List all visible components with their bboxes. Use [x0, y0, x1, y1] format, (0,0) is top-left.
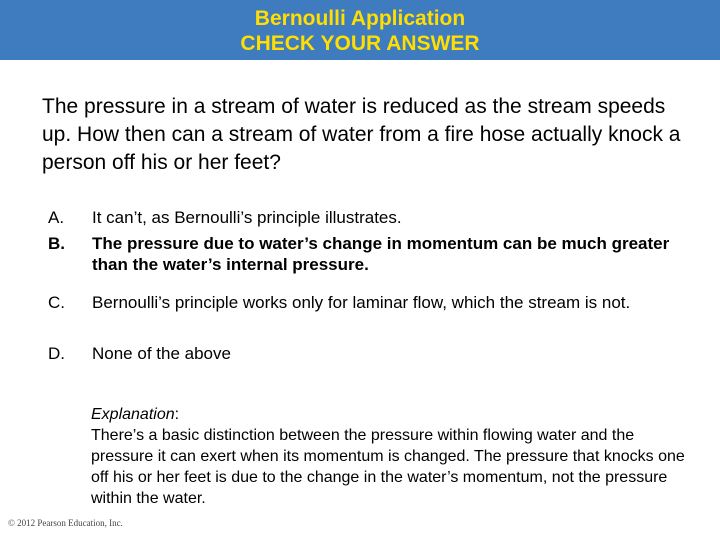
explanation-text: There’s a basic distinction between the pressure within flowing water and the pressure it can exert when its momentum is changed. The pressure that knocks one off his or her feet is due to the change in the water’s momentum, not the pressure within the water. [91, 427, 685, 507]
explanation-heading [91, 404, 691, 425]
slide-title: Bernoulli Application [254, 7, 466, 30]
explanation-colon: : [174, 406, 180, 423]
option-d-letter: D. [48, 344, 65, 363]
slide-header [0, 0, 720, 60]
option-d-text: None of the above [92, 344, 231, 363]
option-a-letter: A. [48, 208, 65, 227]
slide-subtitle: CHECK YOUR ANSWER [240, 32, 480, 55]
option-b-text: The pressure due to water’s change in momentum can be much greater than the water’s internal pressure. [92, 234, 670, 274]
option-c-letter: C. [48, 293, 65, 312]
explanation-block [91, 404, 691, 509]
option-a-text: It can’t, as Bernoulli’s principle illustrates. [92, 208, 402, 227]
copyright-notice: © 2012 Pearson Education, Inc. [8, 518, 123, 528]
question-text: The pressure in a stream of water is reduced as the stream speeds up. How then can a stream of water from a fire hose actually knock a person off his or her feet? [42, 95, 681, 174]
option-c-text: Bernoulli’s principle works only for laminar flow, which the stream is not. [92, 293, 631, 312]
option-b-letter: B. [48, 234, 65, 253]
explanation-label: Explanation [91, 406, 175, 423]
